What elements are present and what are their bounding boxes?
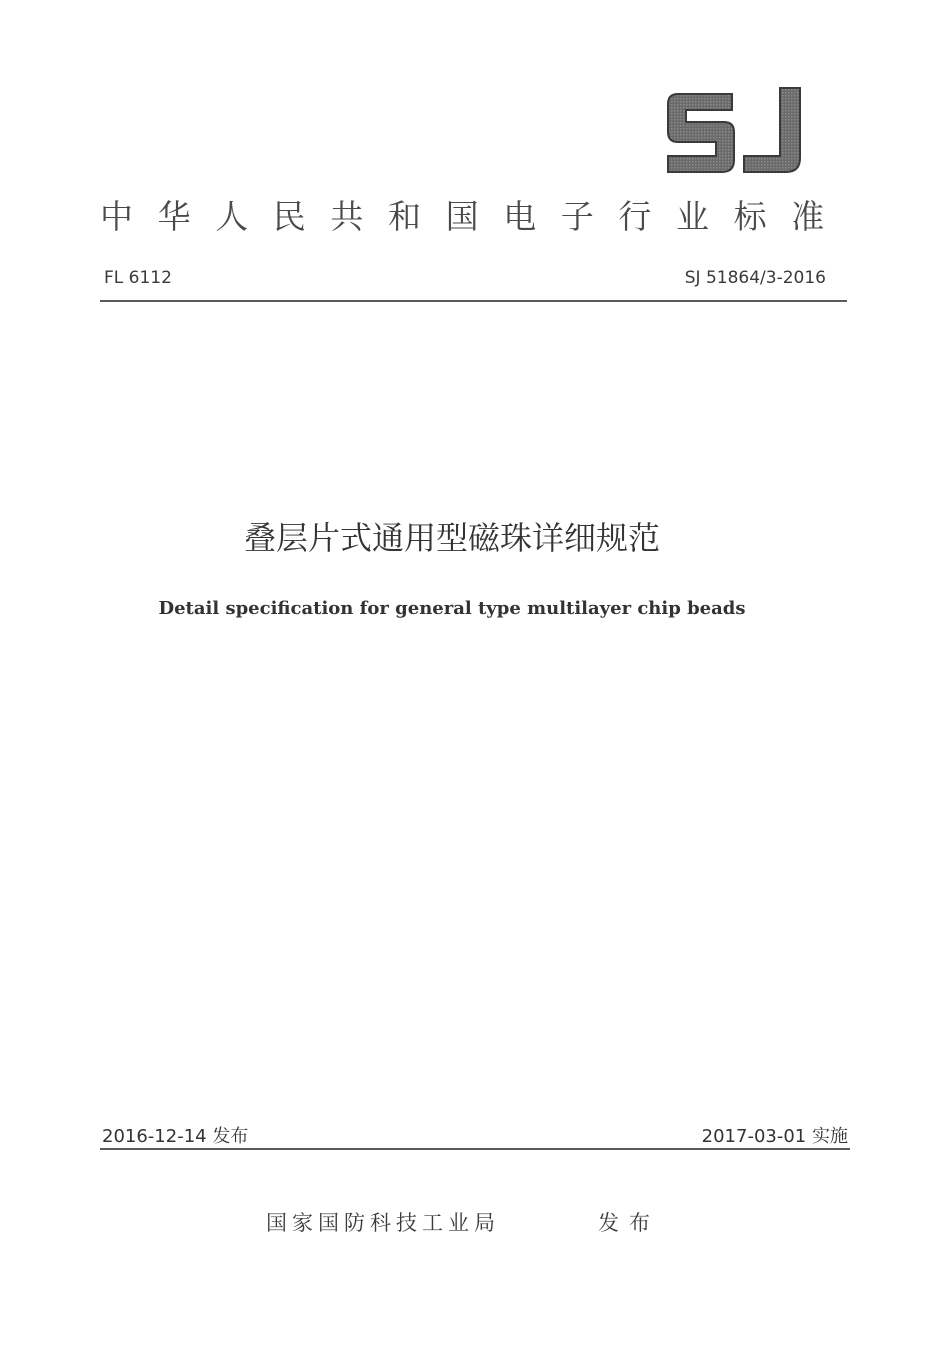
classification-code: FL 6112 <box>104 268 172 288</box>
industry-standard-title: 中华人民共和国电子行业标准 <box>100 197 849 236</box>
implementation-date: 2017-03-01 实施 <box>701 1126 848 1147</box>
issue-date: 2016-12-14 发布 <box>102 1126 249 1147</box>
issue-label: 发布 <box>598 1211 660 1235</box>
issuing-authority: 国家国防科技工业局 <box>266 1211 500 1235</box>
document-title-chinese: 叠层片式通用型磁珠详细规范 <box>243 519 660 557</box>
document-title-english: Detail specification for general type multilayer chip beads <box>158 598 746 619</box>
footer-divider <box>100 1148 850 1150</box>
standard-number: SJ 51864/3-2016 <box>684 268 826 288</box>
sj-logo <box>662 86 806 180</box>
header-divider <box>100 300 847 302</box>
